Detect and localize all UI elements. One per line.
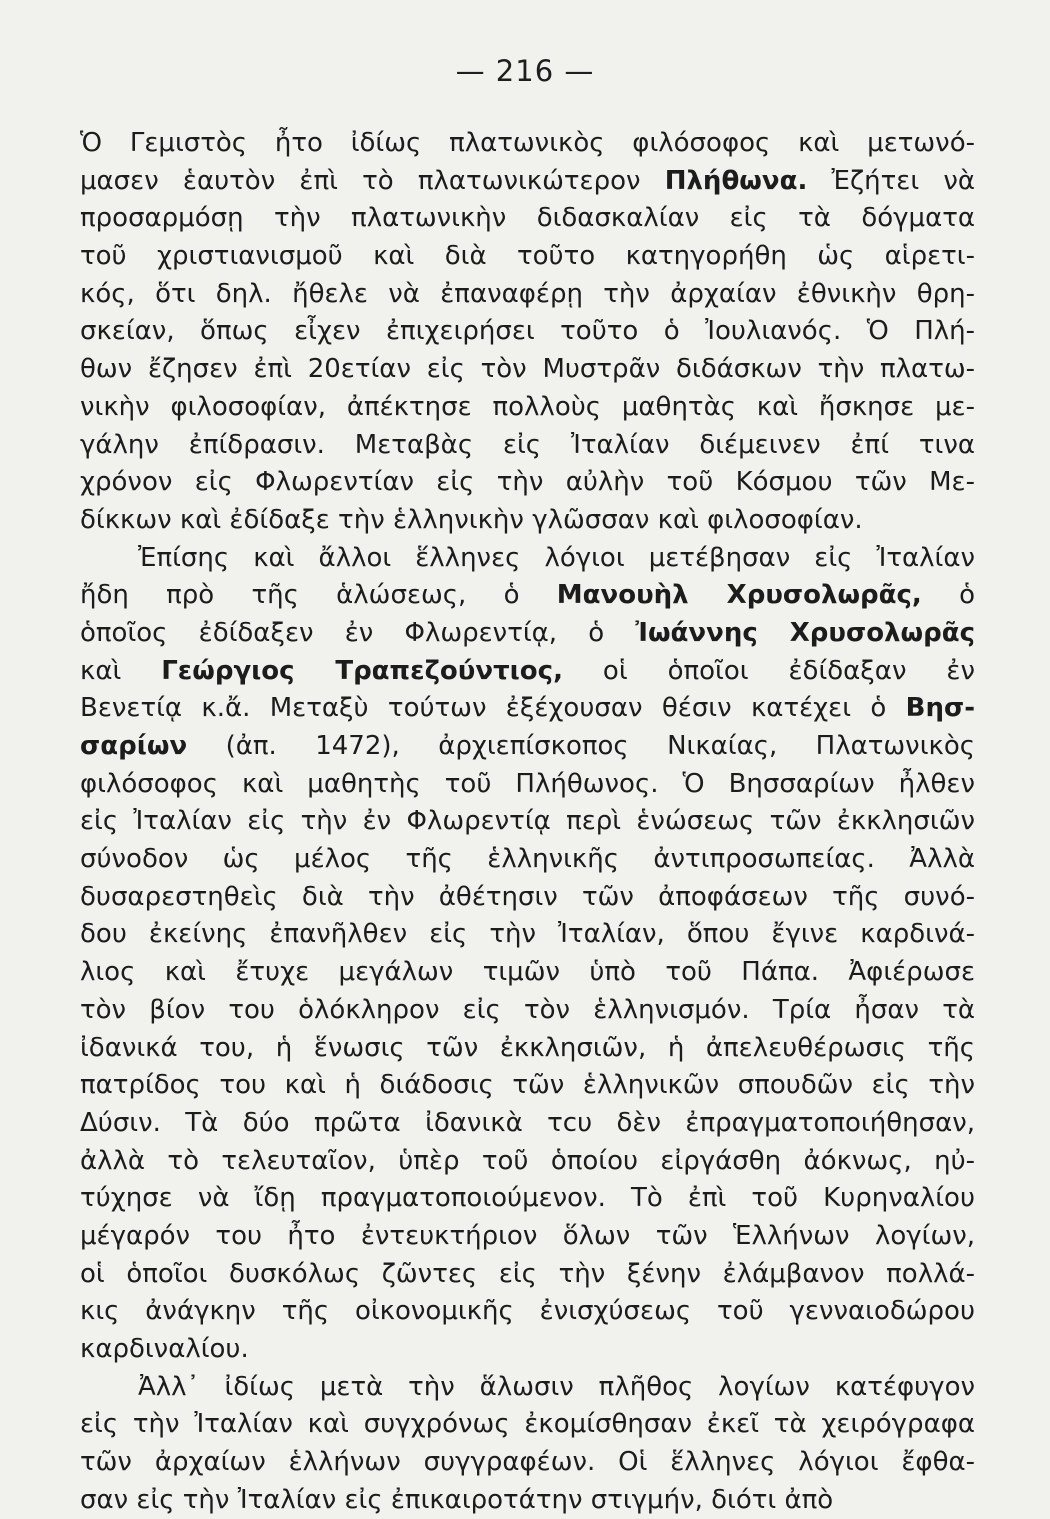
text-segment: χρόνον εἰς Φλωρεντίαν εἰς τὴν αὐλὴν τοῦ Κόσμου τῶν Με-	[80, 467, 975, 498]
bold-name: Γεώργιος Τραπεζούντιος,	[161, 655, 563, 686]
text-line	[80, 1218, 975, 1256]
text-line	[80, 1030, 975, 1068]
text-segment: οἱ ὁποῖοι ἐδίδαξαν ἐν	[562, 655, 975, 686]
text-line	[80, 427, 975, 465]
bold-name: Ἰωάννης Χρυσολωρᾶς	[635, 617, 975, 648]
text-segment: πατρίδος του καὶ ἡ διάδοσις τῶν ἑλληνικῶν σπουδῶν εἰς τὴν	[80, 1070, 975, 1101]
text-segment: λιος καὶ ἔτυχε μεγάλων τιμῶν ὑπὸ τοῦ Πάπα. Ἀφιέρωσε	[80, 957, 975, 988]
text-line	[80, 954, 975, 992]
text-line	[80, 841, 975, 879]
text-segment: τοῦ χριστιανισμοῦ καὶ διὰ τοῦτο κατηγορήθη ὡς αἱρετι-	[80, 241, 975, 272]
text-segment: ἤδη πρὸ τῆς ἁλώσεως, ὁ	[80, 580, 557, 611]
text-line	[80, 276, 975, 314]
text-line	[80, 464, 975, 502]
text-line	[80, 1293, 975, 1331]
text-line	[80, 502, 975, 540]
body-text	[80, 125, 975, 1519]
text-line	[80, 690, 975, 728]
text-segment: Ὁ Γεμιστὸς ἦτο ἰδίως πλατωνικὸς φιλόσοφος καὶ μετωνό-	[80, 128, 975, 158]
text-segment: σκείαν, ὅπως εἶχεν ἐπιχειρήσει τοῦτο ὁ Ἰουλιανός. Ὁ Πλή-	[80, 316, 975, 347]
text-segment: Ἐζήτει νὰ	[807, 165, 975, 196]
text-segment: δου ἐκείνης ἐπανῆλθεν εἰς τὴν Ἰταλίαν, ὅπου ἔγινε καρδινά-	[80, 919, 975, 950]
text-segment: Ἐπίσης καὶ ἄλλοι ἕλληνες λόγιοι μετέβησαν εἰς Ἰταλίαν	[138, 542, 975, 573]
text-line	[80, 1331, 975, 1369]
text-segment: κός, ὅτι δηλ. ἤθελε νὰ ἐπαναφέρῃ τὴν ἀρχαίαν ἐθνικὴν θρη-	[80, 278, 975, 309]
text-segment: ὁποῖος ἐδίδαξεν ἐν Φλωρεντίᾳ, ὁ	[80, 617, 636, 648]
text-line	[80, 1444, 975, 1482]
text-segment: σαν εἰς τὴν Ἰταλίαν εἰς ἐπικαιροτάτην στιγμήν, διότι ἀπὸ	[80, 1484, 834, 1515]
text-segment: θων ἔζησεν ἐπὶ 20ετίαν εἰς τὸν Μυστρᾶν διδάσκων τὴν πλατω-	[80, 354, 975, 385]
text-line	[80, 351, 975, 389]
text-segment: τύχησε νὰ ἴδῃ πραγματοποιούμενον. Τὸ ἐπὶ τοῦ Κυρηναλίου	[80, 1183, 975, 1214]
bold-name: Βησ-	[905, 693, 975, 724]
text-segment: γάλην ἐπίδρασιν. Μεταβὰς εἰς Ἰταλίαν διέμεινεν ἐπί τινα	[80, 429, 975, 460]
text-segment: προσαρμόσῃ τὴν πλατωνικὴν διδασκαλίαν εἰς τὰ δόγματα	[80, 203, 975, 234]
page-number: — 216 —	[455, 54, 595, 88]
bold-name: Μανουὴλ Χρυσολωρᾶς,	[556, 580, 922, 611]
text-segment: τὸν βίον του ὁλόκληρον εἰς τὸν ἑλληνισμόν. Τρία ἦσαν τὰ	[80, 994, 975, 1025]
text-segment: εἰς τὴν Ἰταλίαν καὶ συγχρόνως ἐκομίσθησαν ἐκεῖ τὰ χειρόγραφα	[80, 1409, 975, 1440]
text-line	[80, 992, 975, 1030]
text-segment: εἰς Ἰταλίαν εἰς τὴν ἐν Φλωρεντίᾳ περὶ ἑνώσεως τῶν ἐκκλησιῶν	[80, 806, 975, 837]
text-line	[80, 1143, 975, 1181]
bold-name: Πλήθωνα.	[664, 165, 808, 196]
text-line	[80, 1105, 975, 1143]
text-segment: δυσαρεστηθεὶς διὰ τὴν ἀθέτησιν τῶν ἀποφάσεων τῆς συνό-	[80, 881, 975, 912]
text-segment: (ἀπ. 1472), ἀρχιεπίσκοπος Νικαίας, Πλατωνικὸς	[187, 731, 975, 761]
text-line	[80, 766, 975, 804]
text-line	[80, 879, 975, 917]
text-line	[80, 653, 975, 691]
text-line	[80, 1482, 975, 1519]
text-segment: μέγαρόν του ἦτο ἐντευκτήριον ὅλων τῶν Ἑλλήνων λογίων,	[80, 1220, 975, 1251]
text-segment: καὶ	[80, 655, 162, 686]
text-line	[80, 1180, 975, 1218]
text-segment: καρδιναλίου.	[80, 1334, 249, 1364]
text-line	[80, 1406, 975, 1444]
text-line	[80, 728, 975, 766]
text-line	[80, 1369, 975, 1407]
text-line	[80, 540, 975, 578]
text-line	[80, 615, 975, 653]
text-line	[80, 200, 975, 238]
text-segment: κις ἀνάγκην τῆς οἰκονομικῆς ἐνισχύσεως τοῦ γενναιοδώρου	[80, 1296, 975, 1327]
text-segment: Δύσιν. Τὰ δύο πρῶτα ἰδανικὰ τcυ δὲν ἐπραγματοποιήθησαν,	[80, 1107, 975, 1138]
bold-name: σαρίων	[80, 731, 188, 761]
text-segment: φιλόσοφος καὶ μαθητὴς τοῦ Πλήθωνος. Ὁ Βησσαρίων ἦλθεν	[80, 768, 975, 799]
text-segment: ἰδανικά του, ἡ ἕνωσις τῶν ἐκκλησιῶν, ἡ ἀπελευθέρωσις τῆς	[80, 1032, 975, 1063]
text-line	[80, 1067, 975, 1105]
text-segment: οἱ ὁποῖοι δυσκόλως ζῶντες εἰς τὴν ξένην ἐλάμβανον πολλά-	[80, 1258, 975, 1289]
text-line	[80, 313, 975, 351]
text-line	[80, 916, 975, 954]
text-line	[80, 163, 975, 201]
text-line	[80, 238, 975, 276]
text-line	[80, 389, 975, 427]
text-segment: ἀλλὰ τὸ τελευταῖον, ὑπὲρ τοῦ ὁποίου εἰργάσθη ἀόκνως, ηὐ-	[80, 1145, 975, 1176]
text-segment: Ἀλλ᾽ ἰδίως μετὰ τὴν ἅλωσιν πλῆθος λογίων κατέφυγον	[138, 1371, 975, 1402]
text-segment: νικὴν φιλοσοφίαν, ἀπέκτησε πολλοὺς μαθητὰς καὶ ἤσκησε με-	[80, 391, 975, 422]
text-segment: ὁ	[921, 580, 975, 611]
text-segment: δίκκων καὶ ἐδίδαξε τὴν ἑλληνικὴν γλῶσσαν καὶ φιλοσοφίαν.	[80, 504, 863, 535]
text-line	[80, 125, 975, 163]
text-line	[80, 803, 975, 841]
text-segment: Βενετίᾳ κ.ἄ. Μεταξὺ τούτων ἐξέχουσαν θέσιν κατέχει ὁ	[80, 693, 906, 724]
text-line	[80, 577, 975, 615]
text-line	[80, 1256, 975, 1294]
text-segment: σύνοδον ὡς μέλος τῆς ἑλληνικῆς ἀντιπροσωπείας. Ἀλλὰ	[80, 844, 975, 875]
text-segment: μασεν ἑαυτὸν ἐπὶ τὸ πλατωνικώτερον	[80, 165, 665, 196]
text-segment: τῶν ἀρχαίων ἑλλήνων συγγραφέων. Οἱ ἕλληνες λόγιοι ἔφθα-	[80, 1447, 975, 1478]
